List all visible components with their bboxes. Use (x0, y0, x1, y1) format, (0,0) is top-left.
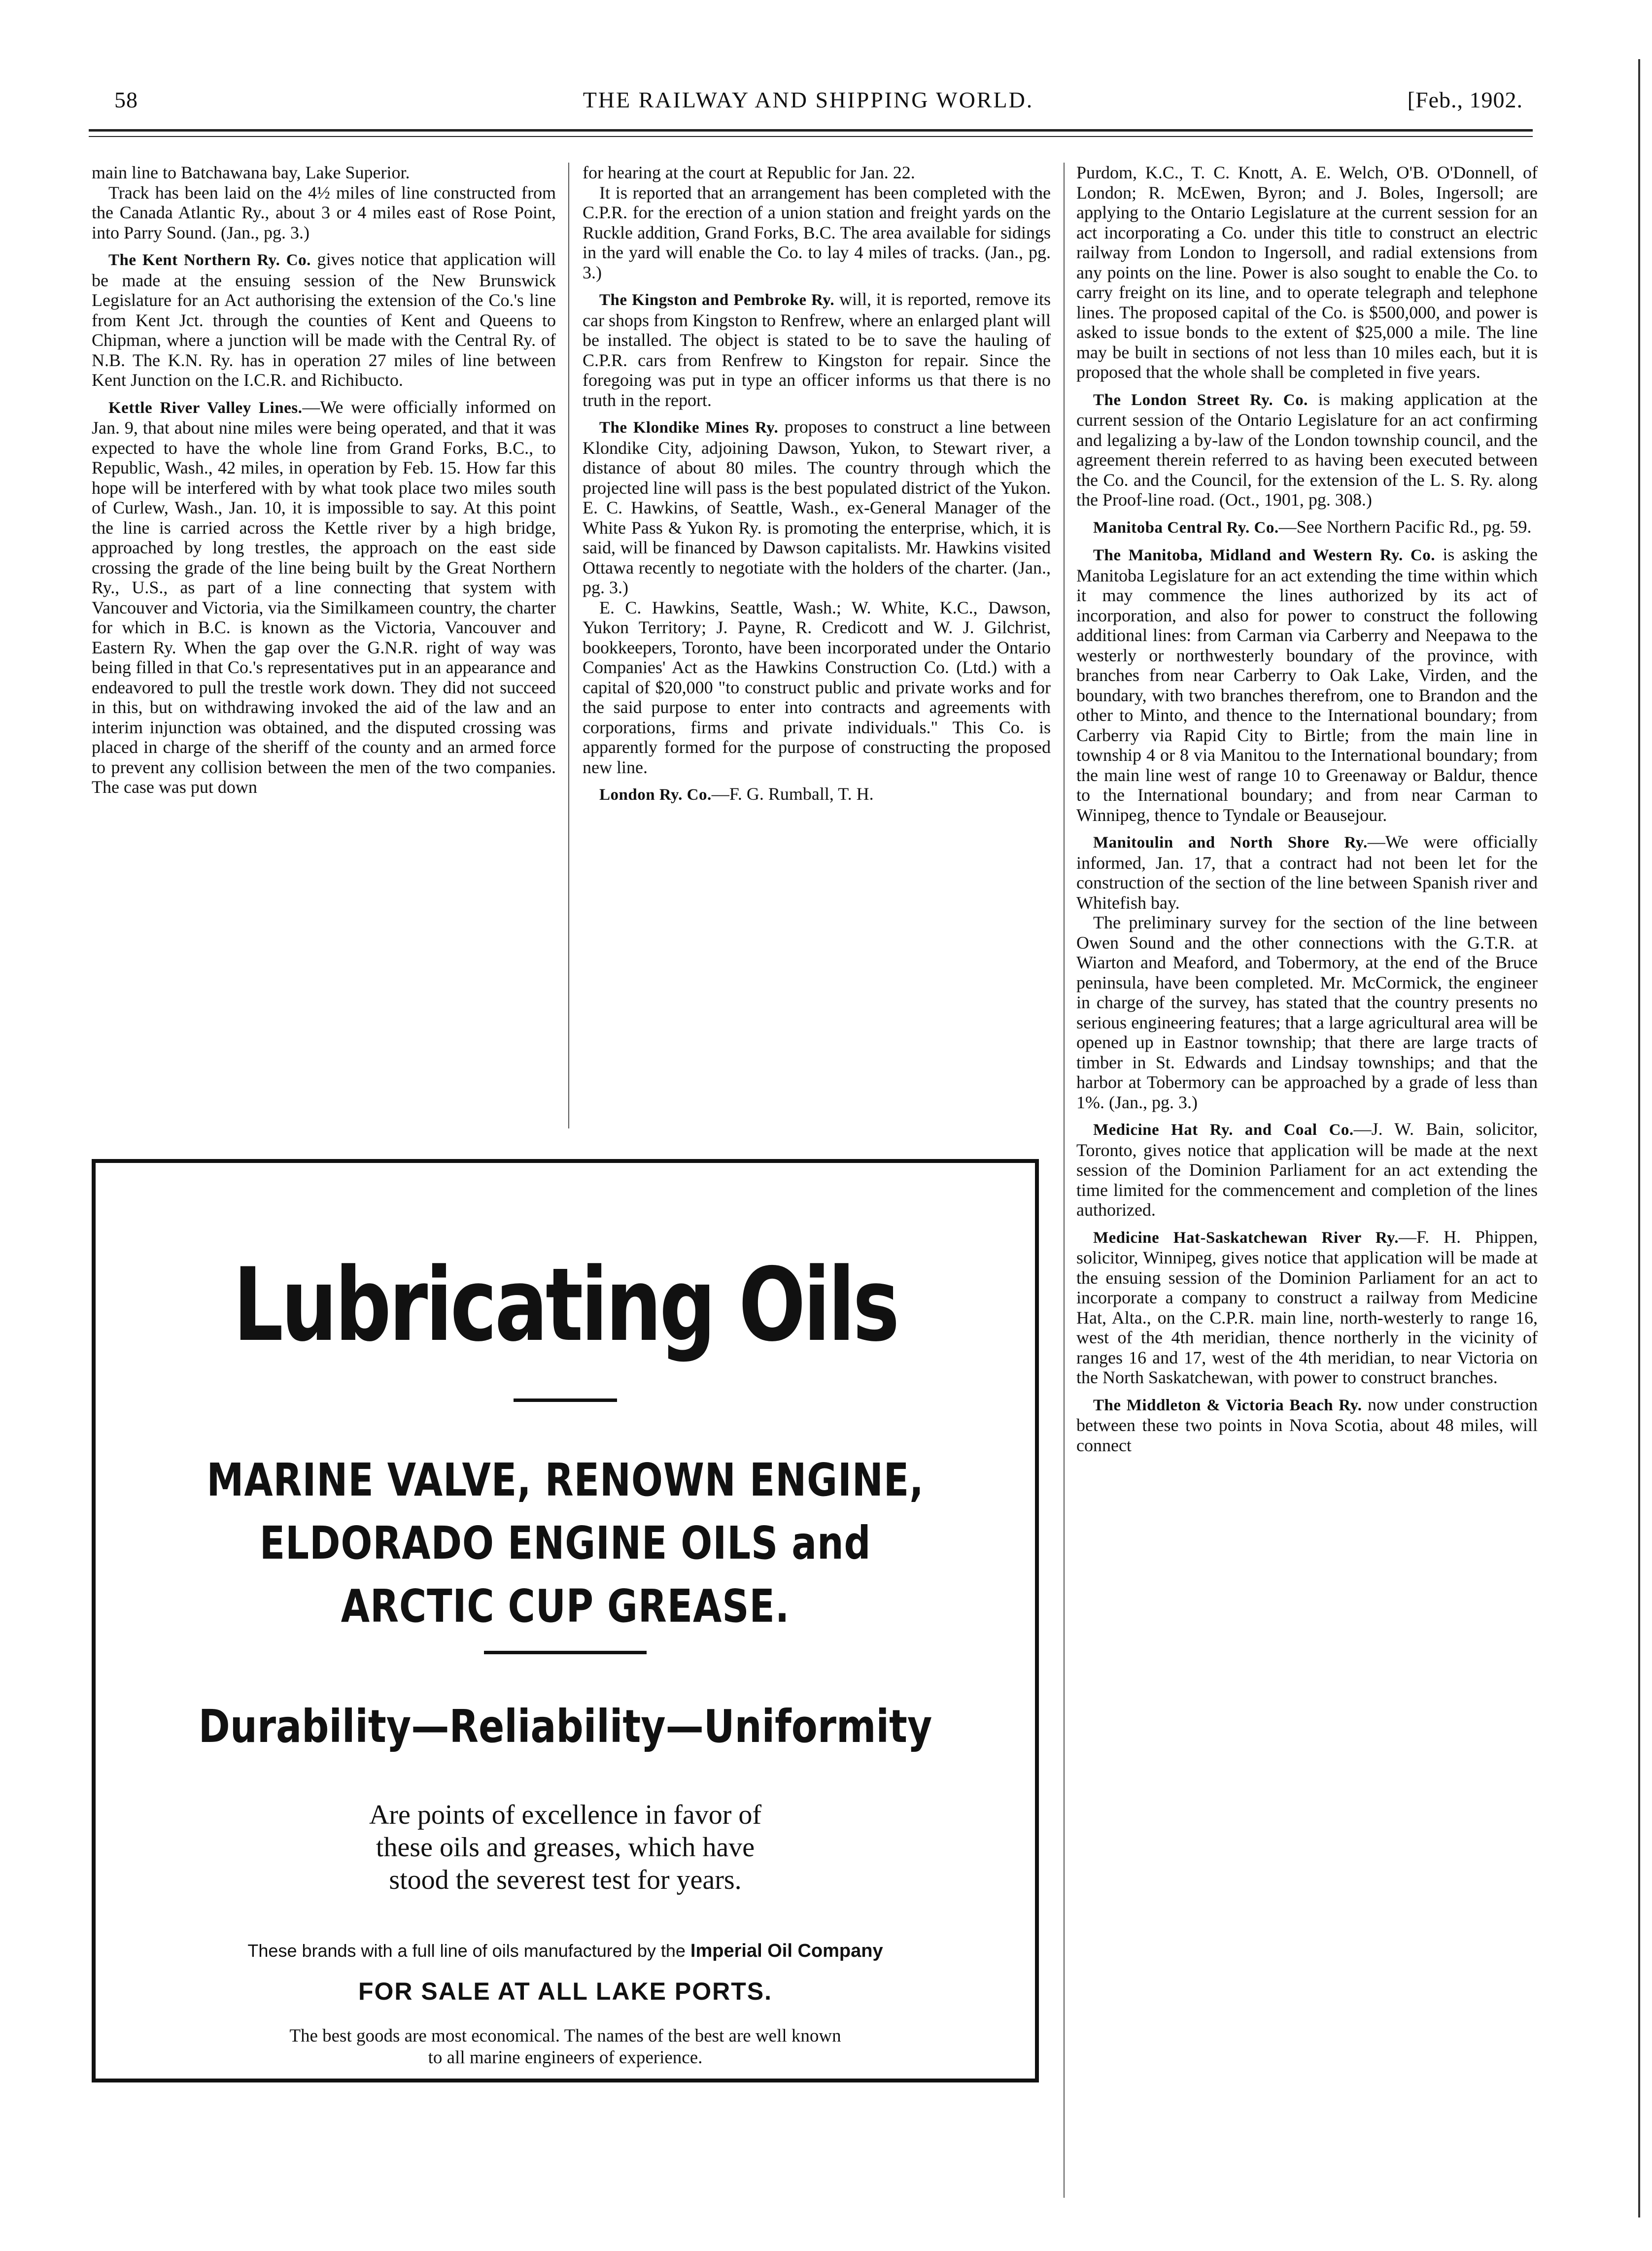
article-paragraph (1076, 913, 1538, 1112)
ad-divider-bottom (484, 1651, 647, 1654)
ad-points (96, 1799, 1035, 1896)
issue-date: [Feb., 1902. (1407, 87, 1523, 112)
article-paragraph (1076, 832, 1538, 913)
article-paragraph (583, 784, 1051, 805)
article-text: is asking the Manitoba Legislature for an act extending the time within which it may commence the lines authorized by its act of incorporation, and also for power to construct the following additional lines: from Carman via Carberry and Neepawa to the westerly or northwesterly boundary of the province, with branches from near Carberry to Oak Lake, Virden, and the boundary, with two branches therefrom, one to Brandon and the other to Minto, and thence to the International boundary; from Carberry via Rapid City to Birtle; from the main line in township 4 or 8 via Manitou to the International boundary; from the main line west of range 10 to Greenaway or Baldur, thence to the International boundary; and from near Carman to Winnipeg, thence to Tyndale or Beausejour. (1076, 545, 1538, 825)
column-2 (583, 163, 1051, 805)
ad-footer-line: The best goods are most economical. The names of the best are well known (289, 2026, 841, 2046)
article-heading: Manitoulin and North Shore Ry. (1093, 834, 1368, 852)
publication-title: THE RAILWAY AND SHIPPING WORLD. (583, 87, 1034, 112)
article-text: is making application at the current session of the Ontario Legislature for an act confirming and legalizing a by-law of the London township council, and the agreement therein referred to as having been executed between the Co. and the Council, for the extension of the L. S. Ry. along the Proof-line road. (Oct., 1901, pg. 308.) (1076, 389, 1538, 510)
ad-product-line: MARINE VALVE, RENOWN ENGINE, (206, 1454, 924, 1506)
ad-sale-line: FOR SALE AT ALL LAKE PORTS. (358, 1978, 773, 2005)
article-text: The preliminary survey for the section of the line between Owen Sound and the other connections with the G.T.R. at Wiarton and Meaford, and Tobermory, at the end of the Bruce peninsula, have been completed. Mr. McCormick, the engineer in charge of the survey, has stated that the country presents no serious engineering features; that a large agricultural area will be opened up in Eastnor township; that there are large tracts of timber in St. Edwards and Lindsay townships; and that the harbor at Tobermory can be approached by a grade of less than 1%. (Jan., pg. 3.) (1076, 913, 1538, 1112)
article-heading: The Kent Northern Ry. Co. (108, 251, 311, 269)
article-paragraph (583, 183, 1051, 283)
article-paragraph (1076, 1395, 1538, 1456)
article-paragraph (1076, 163, 1538, 382)
column-3 (1076, 163, 1538, 1455)
article-paragraph (92, 183, 556, 243)
header-rule-thick (89, 129, 1533, 132)
article-text: gives notice that application will be made at the ensuing session of the New Brunswick Legislature for an Act authorising the extension of the Co.'s line from Kent Jct. through the counties of Kent and Queens to Chipman, where a junction will be made with the Central Ry. of N.B. The K.N. Ry. has in operation 27 miles of line between Kent Junction on the I.C.R. and Richibucto. (92, 249, 556, 390)
article-heading: Medicine Hat-Saskatchewan River Ry. (1093, 1228, 1399, 1247)
article-heading: Kettle River Valley Lines. (108, 399, 303, 417)
column-divider-1 (568, 163, 569, 1128)
article-paragraph (583, 289, 1051, 410)
ad-footer-line: to all marine engineers of experience. (428, 2047, 703, 2068)
article-text: for hearing at the court at Republic for Jan. 22. (583, 163, 915, 182)
ad-footer (96, 2025, 1035, 2069)
header-rule-thin (89, 136, 1533, 137)
ad-points-line: stood the severest test for years. (389, 1865, 742, 1895)
article-paragraph (583, 598, 1051, 778)
article-text: —We were officially informed on Jan. 9, that about nine miles were being operated, and that it was expected to have the whole line from Grand Forks, B.C., to Republic, Wash., 42 miles, in operation by Feb. 15. How far this hope will be interfered with by what took place two miles south of Curlew, Wash., Jan. 10, it is impossible to say. At this point the line is carried across the Kettle river by a high bridge, approached by long trestles, the approach on the east side crossing the grade of the line being built by the Great Northern Ry., U.S., as part of a line connecting that system with Vancouver and Victoria, via the Similkameen country, the charter for which in B.C. is known as the Victoria, Vancouver and Eastern Ry. When the gap over the G.N.R. right of way was being filled in that Co.'s representatives put in an appearance and endeavored to pull the trestle work down. They did not succeed in this, but on withdrawing invoked the aid of the law and an interim injunction was obtained, and the disputed crossing was placed in charge of the sheriff of the county and an armed force to prevent any collision between the men of the two companies. The case was put down (92, 397, 556, 797)
ad-brands-line (96, 1941, 1035, 1962)
ad-divider-top (514, 1398, 617, 1402)
ad-brands-prefix: These brands with a full line of oils manufactured by the (247, 1941, 686, 1961)
ad-company-name: Imperial Oil Company (690, 1941, 883, 1961)
article-text: Purdom, K.C., T. C. Knott, A. E. Welch, O'B. O'Donnell, of London; R. McEwen, Byron; and J. Boles, Ingersoll; are applying to the Ontario Legislature at the current session for an act incorporating a Co. under this title to construct an electric railway from London to Ingersoll, and radial extensions from any points on the line. Power is also sought to enable the Co. to carry freight on its line, and to operate telegraph and telephone lines. The proposed capital of the Co. is $500,000, and power is asked to issue bonds to the extent of $25,000 a mile. The line may be built in sections of not less than 10 miles each, but it is proposed that the whole shall be completed in five years. (1076, 163, 1538, 382)
article-text: main line to Batchawana bay, Lake Superior. (92, 163, 410, 182)
lubricating-oils-advertisement (92, 1159, 1039, 2082)
article-paragraph (1076, 389, 1538, 510)
ad-title: Lubricating Oils (233, 1247, 897, 1364)
article-paragraph (1076, 517, 1538, 538)
article-text: —F. G. Rumball, T. H. (711, 784, 874, 804)
ad-product-list (180, 1449, 951, 1638)
article-paragraph (1076, 1227, 1538, 1388)
article-heading: The Manitoba, Midland and Western Ry. Co. (1093, 546, 1435, 564)
column-1 (92, 163, 556, 797)
article-paragraph (1076, 1119, 1538, 1220)
ad-product-line: ELDORADO ENGINE OILS and (259, 1517, 871, 1569)
article-text: now under construction between these two points in Nova Scotia, about 48 miles, will connect (1076, 1394, 1538, 1455)
page-number: 58 (114, 87, 138, 112)
article-heading: The Klondike Mines Ry. (599, 419, 779, 437)
article-text: proposes to construct a line between Klondike City, adjoining Dawson, Yukon, to Stewart river, a distance of about 80 miles. The country through which the projected line will pass is the best populated district of the Yukon. E. C. Hawkins, of Seattle, Wash., ex-General Manager of the White Pass & Yukon Ry. is promoting the enterprise, which, it is said, will be financed by Dawson capitalists. Mr. Hawkins visited Ottawa recently to negotiate with the holders of the charter. (Jan., pg. 3.) (583, 417, 1051, 597)
ad-slogan: Durability—Reliability—Uniformity (198, 1700, 932, 1753)
article-text: —We were officially informed, Jan. 17, that a contract had not been let for the construction of the section of the line between Spanish river and Whitefish bay. (1076, 832, 1538, 913)
article-text: E. C. Hawkins, Seattle, Wash.; W. White, K.C., Dawson, Yukon Territory; J. Payne, R. Credicott and W. J. Gilchrist, bookkeepers, Toronto, have been incorporated under the Ontario Companies' Act as the Hawkins Construction Co. (Ltd.) with a capital of $20,000 "to construct public and private works and for the said purpose to enter into contracts and agreements with corporations, firms and private individuals." This Co. is apparently formed for the purpose of constructing the proposed new line. (583, 597, 1051, 777)
article-paragraph (1076, 545, 1538, 825)
page-header (89, 84, 1528, 123)
column-divider-2 (1064, 163, 1065, 2198)
ad-points-line: Are points of excellence in favor of (369, 1800, 762, 1830)
article-paragraph (583, 417, 1051, 598)
article-text: —J. W. Bain, solicitor, Toronto, gives notice that application will be made at the next session of the Dominion Parliament for an act extending the time limited for the commencement and completion of the lines authorized. (1076, 1119, 1538, 1220)
article-heading: Medicine Hat Ry. and Coal Co. (1093, 1121, 1354, 1139)
article-heading: The Middleton & Victoria Beach Ry. (1093, 1396, 1362, 1414)
article-text: —F. H. Phippen, solicitor, Winnipeg, gives notice that application will be made at the ensuing session of the Dominion Parliament for an act to incorporate a company to construct a railway from Medicine Hat, Alta., on the C.P.R. main line, north-westerly to range 16, west of the 4th meridian, thence northerly in the vicinity of ranges 16 and 17, west of the 4th meridian, to near Victoria on the North Saskatchewan, with power to construct branches. (1076, 1227, 1538, 1387)
article-heading: London Ry. Co. (599, 786, 712, 804)
ad-points-line: these oils and greases, which have (376, 1832, 755, 1863)
page-edge-shadow (1638, 59, 1640, 2217)
article-paragraph (583, 163, 1051, 183)
article-heading: Manitoba Central Ry. Co. (1093, 518, 1279, 537)
article-heading: The Kingston and Pembroke Ry. (599, 291, 835, 309)
ad-product-line: ARCTIC CUP GREASE. (341, 1580, 790, 1633)
article-paragraph (92, 249, 556, 390)
article-text: —See Northern Pacific Rd., pg. 59. (1278, 516, 1532, 537)
article-paragraph (92, 397, 556, 797)
article-text: will, it is reported, remove its car shops from Kingston to Renfrew, where an enlarged plant will be installed. The object is stated to be to save the hauling of C.P.R. cars from Renfrew to Kingston for repair. Since the foregoing was put in type an officer informs us that there is no truth in the report. (583, 289, 1051, 410)
article-text: It is reported that an arrangement has been completed with the C.P.R. for the erection of a union station and freight yards on the Ruckle addition, Grand Forks, B.C. The area available for sidings in the yard will enable the Co. to lay 4 miles of tracks. (Jan., pg. 3.) (583, 182, 1051, 282)
article-heading: The London Street Ry. Co. (1093, 391, 1308, 409)
article-paragraph (92, 163, 556, 183)
article-text: Track has been laid on the 4½ miles of line constructed from the Canada Atlantic Ry., about 3 or 4 miles east of Rose Point, into Parry Sound. (Jan., pg. 3.) (92, 182, 556, 242)
